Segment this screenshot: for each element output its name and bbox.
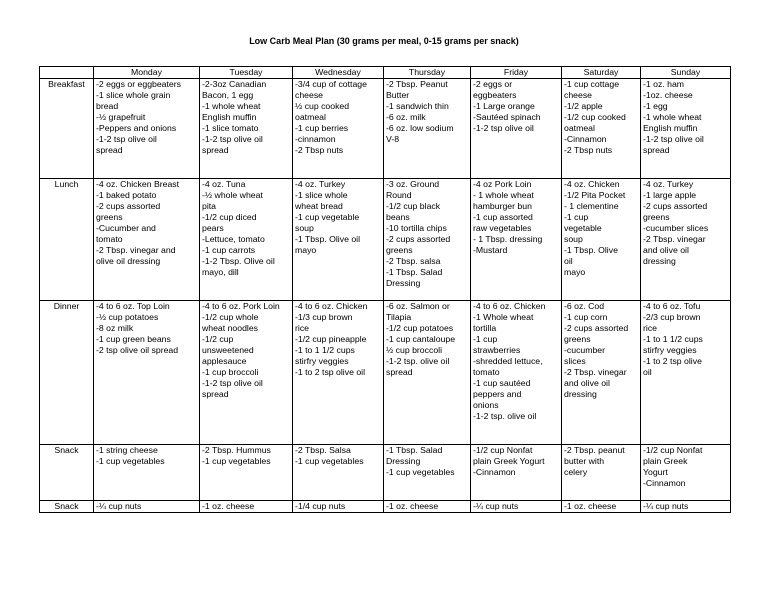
meal-item-line: -1/2 cup pineapple bbox=[295, 334, 367, 344]
meal-item-line: -1 oz. cheese bbox=[202, 501, 255, 511]
meal-item-line: tortilla bbox=[473, 323, 497, 333]
meal-item-line: -Peppers and onions bbox=[96, 123, 177, 133]
meal-item-line: -1oz. cheese bbox=[643, 90, 693, 100]
meal-item-line: -4 oz. Chicken bbox=[564, 179, 620, 189]
meal-cell-thursday bbox=[384, 179, 471, 301]
meal-item-line: -1 Whole wheat bbox=[473, 312, 534, 322]
meal-item-line: -1 egg bbox=[643, 101, 668, 111]
meal-item-line: -1 cup sautéed bbox=[473, 378, 531, 388]
meal-item-line: -1/3 cup brown bbox=[295, 312, 353, 322]
meal-item-line: -1-2 Tbsp. Olive oil bbox=[202, 256, 275, 266]
meal-item-line: -1/2 cup cooked bbox=[564, 112, 626, 122]
meal-item-line: -1 cup green beans bbox=[96, 334, 171, 344]
meal-item-line: -10 tortilla chips bbox=[386, 223, 447, 233]
meal-item-line: soup bbox=[295, 223, 314, 233]
meal-item-line: -1 oz. ham bbox=[643, 79, 685, 89]
meal-item-line: -4 to 6 oz. Tofu bbox=[643, 301, 701, 311]
snack-row bbox=[40, 445, 731, 501]
meal-item-line: -1 cup vegetables bbox=[386, 467, 455, 477]
meal-cell-saturday bbox=[562, 179, 641, 301]
meal-item-line: -½ whole wheat bbox=[202, 190, 263, 200]
meal-item-line: -1/2 cup whole bbox=[202, 312, 259, 322]
meal-item-line: -cinnamon bbox=[295, 134, 336, 144]
meal-item-line: -4 oz. Turkey bbox=[295, 179, 346, 189]
meal-item-line: -2 cups assorted bbox=[564, 323, 629, 333]
meal-item-line: unsweetened bbox=[202, 345, 254, 355]
meal-item-line: -½ cup potatoes bbox=[96, 312, 159, 322]
meal-item-line: -1 string cheese bbox=[96, 445, 158, 455]
meal-item-line: -2 Tbsp. vinegar and bbox=[96, 245, 176, 255]
meal-item-line: slices bbox=[564, 356, 586, 366]
meal-cell-saturday bbox=[562, 445, 641, 501]
meal-item-line: Tilapia bbox=[386, 312, 412, 322]
meal-item-line: -1/2 cup bbox=[202, 334, 234, 344]
meal-cell-thursday bbox=[384, 445, 471, 501]
meal-item-line: wheat bread bbox=[295, 201, 343, 211]
meal-row-label: Breakfast bbox=[40, 79, 94, 179]
meal-item-line: -1 to 1 1/2 cups bbox=[295, 345, 355, 355]
meal-item-line: bread bbox=[96, 101, 119, 111]
meal-item-line: -1 to 2 tsp olive bbox=[643, 356, 702, 366]
meal-item-line: -2 tsp olive oil spread bbox=[96, 345, 179, 355]
meal-item-line: -Cinnamon bbox=[564, 134, 607, 144]
meal-item-line: -Mustard bbox=[473, 245, 508, 255]
meal-item-line: -¼ cup nuts bbox=[643, 501, 689, 511]
day-header-wednesday: Wednesday bbox=[293, 67, 384, 79]
meal-item-line: -1 Tbsp. Olive bbox=[564, 245, 618, 255]
meal-item-line: -1-2 tsp olive oil bbox=[473, 123, 534, 133]
meal-item-line: -1 oz. cheese bbox=[386, 501, 439, 511]
meal-item-line: mayo bbox=[295, 245, 317, 255]
meal-cell-saturday bbox=[562, 301, 641, 445]
meal-item-line: -1 Tbsp. Salad bbox=[386, 445, 443, 455]
meal-item-line: -2 Tbsp nuts bbox=[564, 145, 613, 155]
meal-item-line: spread bbox=[643, 145, 670, 155]
meal-item-line: -1 sandwich thin bbox=[386, 101, 449, 111]
meal-row-label: Snack bbox=[40, 445, 94, 501]
day-header-friday: Friday bbox=[471, 67, 562, 79]
meal-item-line: -1-2 tsp olive oil bbox=[202, 378, 263, 388]
meal-item-line: ½ cup cooked bbox=[295, 101, 350, 111]
meal-cell-sunday bbox=[641, 445, 731, 501]
meal-item-line: -2 Tbsp. vinegar bbox=[564, 367, 627, 377]
meal-item-line: mayo bbox=[564, 267, 586, 277]
meal-cell-saturday bbox=[562, 501, 641, 513]
meal-item-line: greens bbox=[386, 245, 413, 255]
meal-item-line: cheese bbox=[295, 90, 324, 100]
meal-cell-sunday bbox=[641, 301, 731, 445]
meal-item-line: V-8 bbox=[386, 134, 400, 144]
meal-item-line: -6 oz. Cod bbox=[564, 301, 605, 311]
meal-plan-table bbox=[39, 66, 731, 513]
meal-item-line: ½ cup broccoli bbox=[386, 345, 443, 355]
meal-item-line: Dressing bbox=[386, 278, 421, 288]
meal-cell-wednesday bbox=[293, 445, 384, 501]
meal-cell-monday bbox=[94, 301, 200, 445]
meal-cell-wednesday bbox=[293, 79, 384, 179]
meal-item-line: Butter bbox=[386, 90, 410, 100]
meal-item-line: -2 Tbsp. vinegar bbox=[643, 234, 706, 244]
meal-cell-thursday bbox=[384, 301, 471, 445]
meal-cell-tuesday bbox=[200, 501, 293, 513]
meal-item-line: -1/4 cup nuts bbox=[295, 501, 346, 511]
meal-item-line: -4 to 6 oz. Pork Loin bbox=[202, 301, 280, 311]
meal-item-line: -1 to 2 tsp olive oil bbox=[295, 367, 366, 377]
meal-item-line: -1-2 tsp olive oil bbox=[96, 134, 157, 144]
meal-cell-monday bbox=[94, 501, 200, 513]
meal-item-line: -3 oz. Ground bbox=[386, 179, 440, 189]
meal-item-line: -2 Tbsp. salsa bbox=[386, 256, 441, 266]
meal-item-line: pears bbox=[202, 223, 224, 233]
meal-item-line: -1 baked potato bbox=[96, 190, 157, 200]
meal-item-line: -2 Tbsp. Peanut bbox=[386, 79, 448, 89]
lunch-row bbox=[40, 179, 731, 301]
meal-item-line: -1 slice tomato bbox=[202, 123, 259, 133]
meal-cell-friday bbox=[471, 445, 562, 501]
meal-item-line: -shredded lettuce, bbox=[473, 356, 543, 366]
meal-item-line: -cucumber bbox=[564, 345, 606, 355]
meal-item-line: -4 oz Pork Loin bbox=[473, 179, 532, 189]
meal-item-line: -1 cup corn bbox=[564, 312, 608, 322]
meal-cell-wednesday bbox=[293, 501, 384, 513]
meal-item-line: -6 oz. milk bbox=[386, 112, 426, 122]
meal-item-line: strawberries bbox=[473, 345, 521, 355]
meal-cell-tuesday bbox=[200, 445, 293, 501]
meal-cell-friday bbox=[471, 79, 562, 179]
meal-item-line: dressing bbox=[643, 256, 676, 266]
meal-item-line: -¼ cup nuts bbox=[96, 501, 142, 511]
meal-item-line: - 1 Tbsp. dressing bbox=[473, 234, 543, 244]
meal-item-line: -Lettuce, tomato bbox=[202, 234, 265, 244]
meal-cell-tuesday bbox=[200, 179, 293, 301]
meal-item-line: -1 cup cantaloupe bbox=[386, 334, 456, 344]
meal-item-line: -1 cup broccoli bbox=[202, 367, 259, 377]
meal-item-line: -1 cup vegetable bbox=[295, 212, 360, 222]
meal-item-line: Yogurt bbox=[643, 467, 668, 477]
meal-item-line: -1-2 tsp olive oil bbox=[202, 134, 263, 144]
meal-item-line: wheat noodles bbox=[202, 323, 259, 333]
meal-item-line: eggbeaters bbox=[473, 90, 517, 100]
meal-item-line: -1 slice whole bbox=[295, 190, 348, 200]
meal-item-line: -1 cup vegetables bbox=[295, 456, 364, 466]
page-title: Low Carb Meal Plan (30 grams per meal, 0-15 grams per snack) bbox=[249, 36, 519, 46]
meal-item-line: -1 cup vegetables bbox=[202, 456, 271, 466]
meal-item-line: - 1 whole wheat bbox=[473, 190, 534, 200]
meal-row-label: Snack bbox=[40, 501, 94, 513]
meal-item-line: oatmeal bbox=[564, 123, 595, 133]
meal-item-line: -1 oz. cheese bbox=[564, 501, 617, 511]
meal-item-line: -4 oz. Tuna bbox=[202, 179, 246, 189]
meal-item-line: -2 eggs or eggbeaters bbox=[96, 79, 182, 89]
meal-cell-monday bbox=[94, 179, 200, 301]
meal-item-line: -1/2 Pita Pocket bbox=[564, 190, 626, 200]
meal-item-line: English muffin bbox=[202, 112, 257, 122]
meal-item-line: -1 Large orange bbox=[473, 101, 535, 111]
meal-item-line: and olive oil bbox=[564, 378, 610, 388]
meal-cell-tuesday bbox=[200, 301, 293, 445]
meal-item-line: greens bbox=[643, 212, 670, 222]
meal-item-line: -6 oz. Salmon or bbox=[386, 301, 450, 311]
meal-item-line: -1/2 apple bbox=[564, 101, 603, 111]
meal-item-line: spread bbox=[96, 145, 123, 155]
meal-item-line: -1 cup vegetables bbox=[96, 456, 165, 466]
meal-item-line: plain Greek bbox=[643, 456, 688, 466]
meal-item-line: spread bbox=[386, 367, 413, 377]
day-header-thursday: Thursday bbox=[384, 67, 471, 79]
meal-item-line: -1/2 cup Nonfat bbox=[643, 445, 703, 455]
meal-item-line: -1 cup assorted bbox=[473, 212, 533, 222]
meal-item-line: and olive oil bbox=[643, 245, 689, 255]
meal-item-line: mayo, dill bbox=[202, 267, 239, 277]
meal-item-line: -2/3 cup brown bbox=[643, 312, 701, 322]
meal-row-label: Lunch bbox=[40, 179, 94, 301]
meal-cell-sunday bbox=[641, 501, 731, 513]
meal-item-line: -2-3oz Canadian bbox=[202, 79, 267, 89]
meal-item-line: -1 Tbsp. Salad bbox=[386, 267, 443, 277]
meal-table-body bbox=[40, 79, 731, 513]
meal-item-line: dressing bbox=[564, 389, 597, 399]
meal-item-line: spread bbox=[202, 145, 229, 155]
meal-item-line: -Cinnamon bbox=[643, 478, 686, 488]
meal-item-line: soup bbox=[564, 234, 583, 244]
meal-cell-tuesday bbox=[200, 79, 293, 179]
meal-item-line: -2 cups assorted bbox=[386, 234, 451, 244]
meal-item-line: -1 cup cottage bbox=[564, 79, 620, 89]
meal-item-line: English muffin bbox=[643, 123, 698, 133]
meal-item-line: oatmeal bbox=[295, 112, 326, 122]
meal-cell-wednesday bbox=[293, 301, 384, 445]
meal-item-line: -Cinnamon bbox=[473, 467, 516, 477]
meal-cell-thursday bbox=[384, 79, 471, 179]
meal-item-line: -1-2 tsp olive oil bbox=[643, 134, 704, 144]
meal-item-line: -1 cup berries bbox=[295, 123, 349, 133]
meal-item-line: -4 oz. Turkey bbox=[643, 179, 694, 189]
day-header-saturday: Saturday bbox=[562, 67, 641, 79]
meal-item-line: -1 Tbsp. Olive oil bbox=[295, 234, 361, 244]
meal-item-line: -3/4 cup of cottage bbox=[295, 79, 367, 89]
dinner-row bbox=[40, 301, 731, 445]
meal-item-line: - 1 clementine bbox=[564, 201, 619, 211]
meal-item-line: -1 whole wheat bbox=[202, 101, 261, 111]
breakfast-row bbox=[40, 79, 731, 179]
meal-item-line: -1/2 cup black bbox=[386, 201, 441, 211]
meal-item-line: -4 oz. Chicken Breast bbox=[96, 179, 180, 189]
meal-item-line: -2 Tbsp. Salsa bbox=[295, 445, 351, 455]
day-header-tuesday: Tuesday bbox=[200, 67, 293, 79]
meal-item-line: onions bbox=[473, 400, 499, 410]
meal-cell-wednesday bbox=[293, 179, 384, 301]
meal-cell-friday bbox=[471, 501, 562, 513]
meal-item-line: -1/2 cup diced bbox=[202, 212, 257, 222]
meal-item-line: hamburger bun bbox=[473, 201, 532, 211]
meal-item-line: stirfry veggies bbox=[643, 345, 697, 355]
meal-item-line: butter with bbox=[564, 456, 605, 466]
meal-item-line: -8 oz milk bbox=[96, 323, 134, 333]
meal-item-line: -1 cup bbox=[564, 212, 589, 222]
meal-item-line: olive oil dressing bbox=[96, 256, 161, 266]
meal-item-line: applesauce bbox=[202, 356, 247, 366]
meal-item-line: -Cucumber and bbox=[96, 223, 156, 233]
meal-item-line: -4 to 6 oz. Top Loin bbox=[96, 301, 170, 311]
meal-item-line: -1 to 1 1/2 cups bbox=[643, 334, 703, 344]
meal-item-line: -1/2 cup potatoes bbox=[386, 323, 454, 333]
header-row bbox=[40, 67, 731, 79]
meal-item-line: vegetable bbox=[564, 223, 602, 233]
meal-row-label: Dinner bbox=[40, 301, 94, 445]
meal-item-line: -1 cup bbox=[473, 334, 498, 344]
meal-item-line: -½ grapefruit bbox=[96, 112, 146, 122]
meal-item-line: pita bbox=[202, 201, 217, 211]
meal-item-line: -cucumber slices bbox=[643, 223, 709, 233]
meal-item-line: oil bbox=[564, 256, 573, 266]
meal-item-line: raw vegetables bbox=[473, 223, 532, 233]
meal-item-line: spread bbox=[202, 389, 229, 399]
meal-cell-monday bbox=[94, 79, 200, 179]
meal-cell-friday bbox=[471, 179, 562, 301]
meal-item-line: -6 oz. low sodium bbox=[386, 123, 454, 133]
meal-item-line: -2 cups assorted bbox=[96, 201, 161, 211]
meal-cell-sunday bbox=[641, 79, 731, 179]
meal-item-line: -1 slice whole grain bbox=[96, 90, 171, 100]
meal-item-line: Round bbox=[386, 190, 412, 200]
meal-item-line: -1 whole wheat bbox=[643, 112, 702, 122]
meal-item-line: -2 Tbsp. Hummus bbox=[202, 445, 271, 455]
meal-item-line: Dressing bbox=[386, 456, 421, 466]
meal-item-line: Bacon, 1 egg bbox=[202, 90, 254, 100]
meal-item-line: rice bbox=[295, 323, 309, 333]
meal-item-line: plain Greek Yogurt bbox=[473, 456, 545, 466]
meal-item-line: cheese bbox=[564, 90, 593, 100]
meal-item-line: -¼ cup nuts bbox=[473, 501, 519, 511]
meal-item-line: -1/2 cup Nonfat bbox=[473, 445, 533, 455]
meal-cell-friday bbox=[471, 301, 562, 445]
corner-cell bbox=[40, 67, 94, 79]
meal-item-line: -2 Tbsp nuts bbox=[295, 145, 344, 155]
meal-item-line: celery bbox=[564, 467, 588, 477]
meal-item-line: oil bbox=[643, 367, 652, 377]
meal-cell-monday bbox=[94, 445, 200, 501]
day-header-monday: Monday bbox=[94, 67, 200, 79]
meal-cell-sunday bbox=[641, 179, 731, 301]
meal-item-line: -2 Tbsp. peanut bbox=[564, 445, 625, 455]
meal-item-line: -Sautéed spinach bbox=[473, 112, 541, 122]
meal-item-line: -1 large apple bbox=[643, 190, 697, 200]
meal-item-line: tomato bbox=[473, 367, 500, 377]
snack-row-2 bbox=[40, 501, 731, 513]
meal-item-line: -4 to 6 oz. Chicken bbox=[295, 301, 368, 311]
meal-cell-thursday bbox=[384, 501, 471, 513]
meal-item-line: -1 cup carrots bbox=[202, 245, 256, 255]
meal-item-line: greens bbox=[564, 334, 591, 344]
meal-item-line: -4 to 6 oz. Chicken bbox=[473, 301, 546, 311]
meal-item-line: -1-2 tsp. olive oil bbox=[473, 411, 537, 421]
meal-cell-saturday bbox=[562, 79, 641, 179]
meal-item-line: peppers and bbox=[473, 389, 522, 399]
meal-item-line: greens bbox=[96, 212, 123, 222]
meal-item-line: -1-2 tsp. olive oil bbox=[386, 356, 450, 366]
day-header-sunday: Sunday bbox=[641, 67, 731, 79]
meal-item-line: rice bbox=[643, 323, 657, 333]
meal-item-line: -2 eggs or bbox=[473, 79, 513, 89]
meal-item-line: beans bbox=[386, 212, 410, 222]
meal-item-line: tomato bbox=[96, 234, 123, 244]
meal-item-line: stirfry veggies bbox=[295, 356, 349, 366]
meal-item-line: -2 cups assorted bbox=[643, 201, 708, 211]
